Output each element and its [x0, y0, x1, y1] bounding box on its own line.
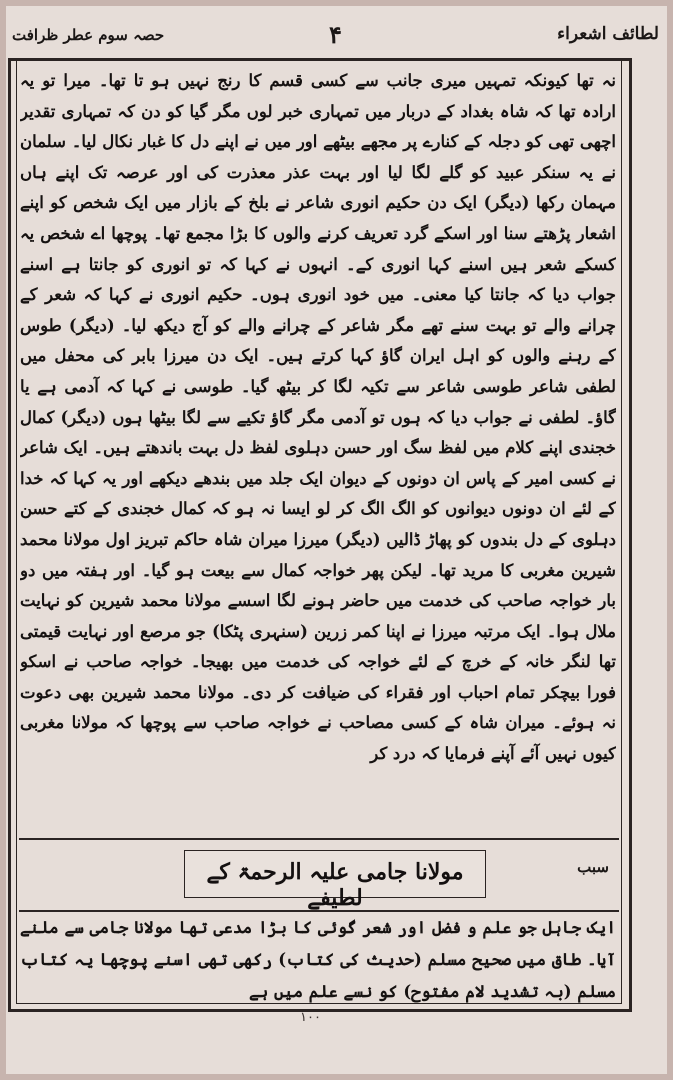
heading-box	[184, 850, 486, 911]
section-heading: مولانا جامی علیہ الرحمۃ کے لطیفے	[206, 859, 464, 911]
following-text	[20, 912, 616, 1004]
body-paragraph: ایک جاہل جو علم و فضل اور شعر گوئی کا بڑا مدعی تھا مولانا جامی سے ملنے آیا۔ طاق میں صحیح مسلم (حدیث کی کتاب) رکھی تھی اسنے پوچھا یہ کتاب مسلم (بہ تشدید لام مفتوح) کو نسے علم میں ہے	[20, 918, 616, 1001]
section-title: حصہ سوم عطر ظرافت	[12, 26, 165, 44]
footer-mark: ۱۰۰	[300, 1010, 321, 1025]
section-heading-band	[19, 838, 619, 912]
page-number: ۴	[329, 20, 342, 49]
page-header	[12, 20, 659, 56]
body-paragraph: نہ تھا کیونکہ تمہیں میری جانب سے کسی قسم کا رنج نہیں ہو تا تھا۔ میرا تو یہ ارادہ تھا کہ شاہ بغداد کے دربار میں تمہاری خبر لوں مگر گیا کو دن کہ تمہاری تقدیر اچھی تھی کو دجلہ کے کنارے پر مجھے بیٹھے اور میں نے اپنے دل کا غبار نکال لیا۔ سلمان نے یہ سنکر عبید کو گلے لگا لیا اور بہت عذر معذرت کی اور عرصہ تک اپنے ہاں مہمان رکھا (دیگر) ایک دن حکیم انوری شاعر نے بلخ کے بازار میں ایک شخص کو اپنے اشعار پڑھتے سنا اور اسکے گرد تعریف کرنے والوں کا بڑا مجمع تھا۔ پوچھا اے شخص یہ کسکے شعر ہیں اسنے کہا انوری کے۔ انہوں نے کہا کہ تو انوری کو جانتا ہے اسنے جواب دیا کہ جانتا کیا معنی۔ میں خود انوری ہوں۔ حکیم انوری نے کہا کہ شعر کے چرانے والے تو بہت سنے تھے مگر شاعر کے چرانے والے کو آج دیکھ لیا۔ (دیگر) طوس کے رہنے والوں کو اہل ایران گاؤ کہا کرتے ہیں۔ ایک دن میرزا بابر کی محفل میں لطفی شاعر طوسی شاعر سے تکیہ لگا کر بیٹھ گیا۔ طوسی نے کہا کہ آدمی ہے یا گاؤ۔ لطفی نے جواب دیا کہ ہوں تو آدمی مگر گاؤ تکیے سے لگا بیٹھا ہوں (دیگر) کمال خجندی اپنے کلام میں لفظ سگ اور حسن دہلوی لفظ دل بہت باندھتے ہیں۔ ایک شاعر نے کسی امیر کے پاس ان دونوں کے دیوان ایک جلد میں بندھے دیکھے اور یہ کہا کہ خدا کے لئے ان دونوں دیوانوں کو الگ الگ کر لو ایسا نہ ہو کہ کمال خجندی کے کتے حسن دہلوی کے دل بندوں کو پھاڑ ڈالیں (دیگر) میرزا میران شاہ حاکم تبریز اول مولانا محمد شیرین مغربی کا مرید تھا۔ لیکن پھر خواجہ کمال سے بیعت ہو گیا۔ اور ہفتہ میں دو بار خواجہ صاحب کی خدمت میں حاضر ہونے لگا اسسے مولانا محمد شیرین کو نہایت ملال ہوا۔ ایک مرتبہ میرزا نے اپنا کمر زرین (سنہری پٹکا) جو مرصع اور نہایت قیمتی تھا لنگر خانہ کے خرچ کے لئے خواجہ کی خدمت میں بھیجا۔ خواجہ صاحب نے اسکو فورا بیچکر تمام احباب اور فقراء کی ضیافت کر دی۔ مولانا محمد شیرین بھی دعوت نہ ہوئے۔ میران شاہ کے کسی مصاحب نے خواجہ صاحب سے پوچھا کہ مولانا مغربی کیوں نہیں آئے آپنے فرمایا کہ درد کر	[20, 71, 616, 764]
side-label: سبب	[577, 858, 609, 876]
book-title: لطائف اشعراء	[557, 24, 659, 44]
main-text	[20, 66, 616, 836]
